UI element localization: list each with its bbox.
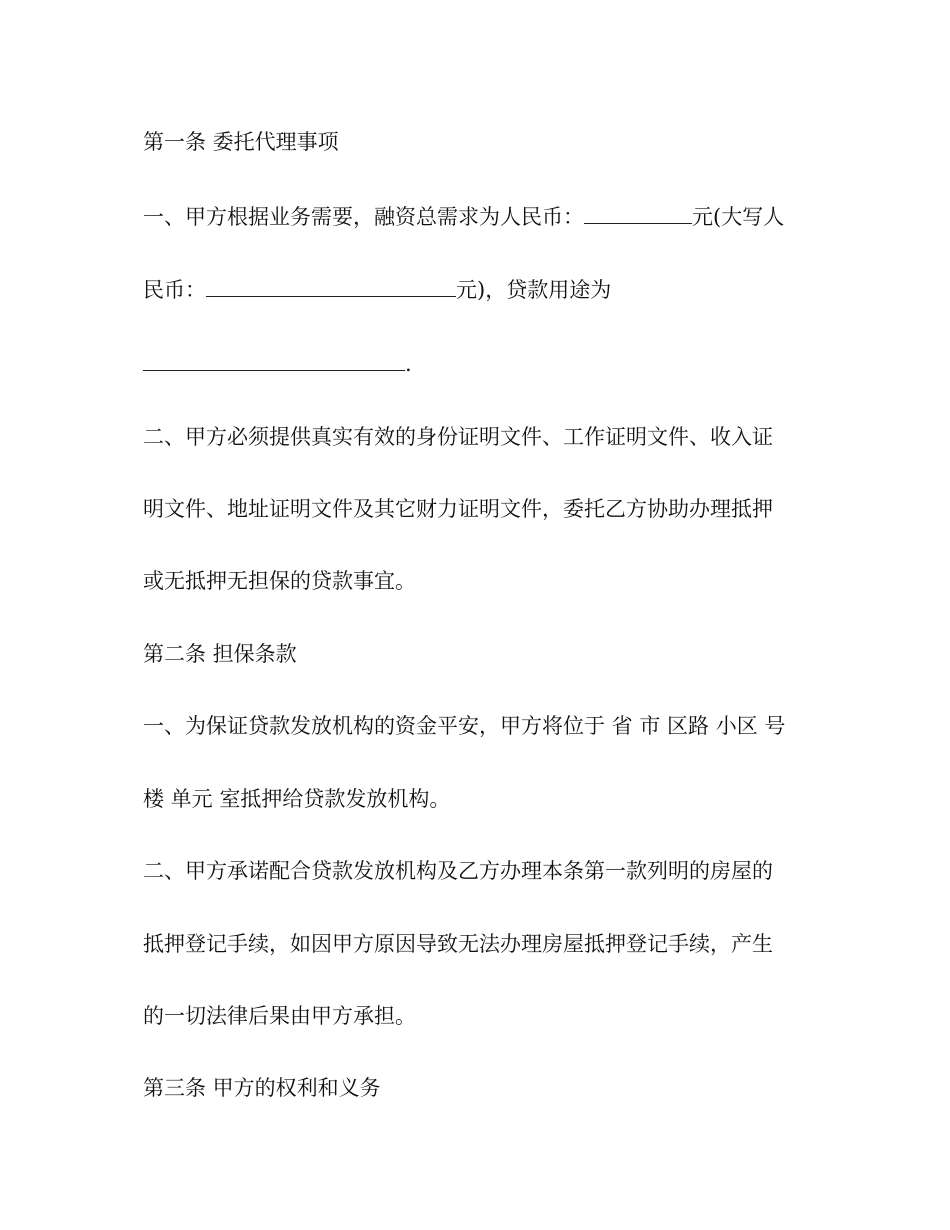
paragraph-line bbox=[143, 203, 784, 231]
text-segment: . bbox=[405, 352, 412, 376]
paragraph-line: 二、甲方承诺配合贷款发放机构及乙方办理本条第一款列明的房屋的 bbox=[143, 859, 773, 883]
paragraph-line: 或无抵押无担保的贷款事宜。 bbox=[143, 569, 416, 593]
paragraph-line: 二、甲方必须提供真实有效的身份证明文件、工作证明文件、收入证 bbox=[143, 425, 773, 449]
amount-blank[interactable] bbox=[584, 205, 692, 224]
text-segment: 一、甲方根据业务需要，融资总需求为人民币： bbox=[143, 205, 584, 229]
text-segment: 元(大写人 bbox=[692, 205, 785, 229]
paragraph-line: 抵押登记手续，如因甲方原因导致无法办理房屋抵押登记手续，产生 bbox=[143, 932, 773, 956]
amount-in-words-blank[interactable] bbox=[206, 278, 456, 297]
section-heading-3: 第三条 甲方的权利和义务 bbox=[143, 1076, 381, 1100]
loan-purpose-blank[interactable] bbox=[143, 352, 405, 371]
text-segment: 民币： bbox=[143, 278, 206, 302]
paragraph-line: 的一切法律后果由甲方承担。 bbox=[143, 1004, 416, 1028]
section-heading-1: 第一条 委托代理事项 bbox=[143, 130, 339, 154]
section-heading-2: 第二条 担保条款 bbox=[143, 642, 297, 666]
paragraph-line: 一、为保证贷款发放机构的资金平安，甲方将位于 省 市 区路 小区 号 bbox=[143, 714, 786, 738]
text-segment: 元)，贷款用途为 bbox=[456, 278, 612, 302]
paragraph-line: 楼 单元 室抵押给贷款发放机构。 bbox=[143, 787, 451, 811]
paragraph-line: 明文件、地址证明文件及其它财力证明文件，委托乙方协助办理抵押 bbox=[143, 497, 773, 521]
paragraph-line bbox=[143, 276, 611, 304]
paragraph-line bbox=[143, 350, 412, 378]
